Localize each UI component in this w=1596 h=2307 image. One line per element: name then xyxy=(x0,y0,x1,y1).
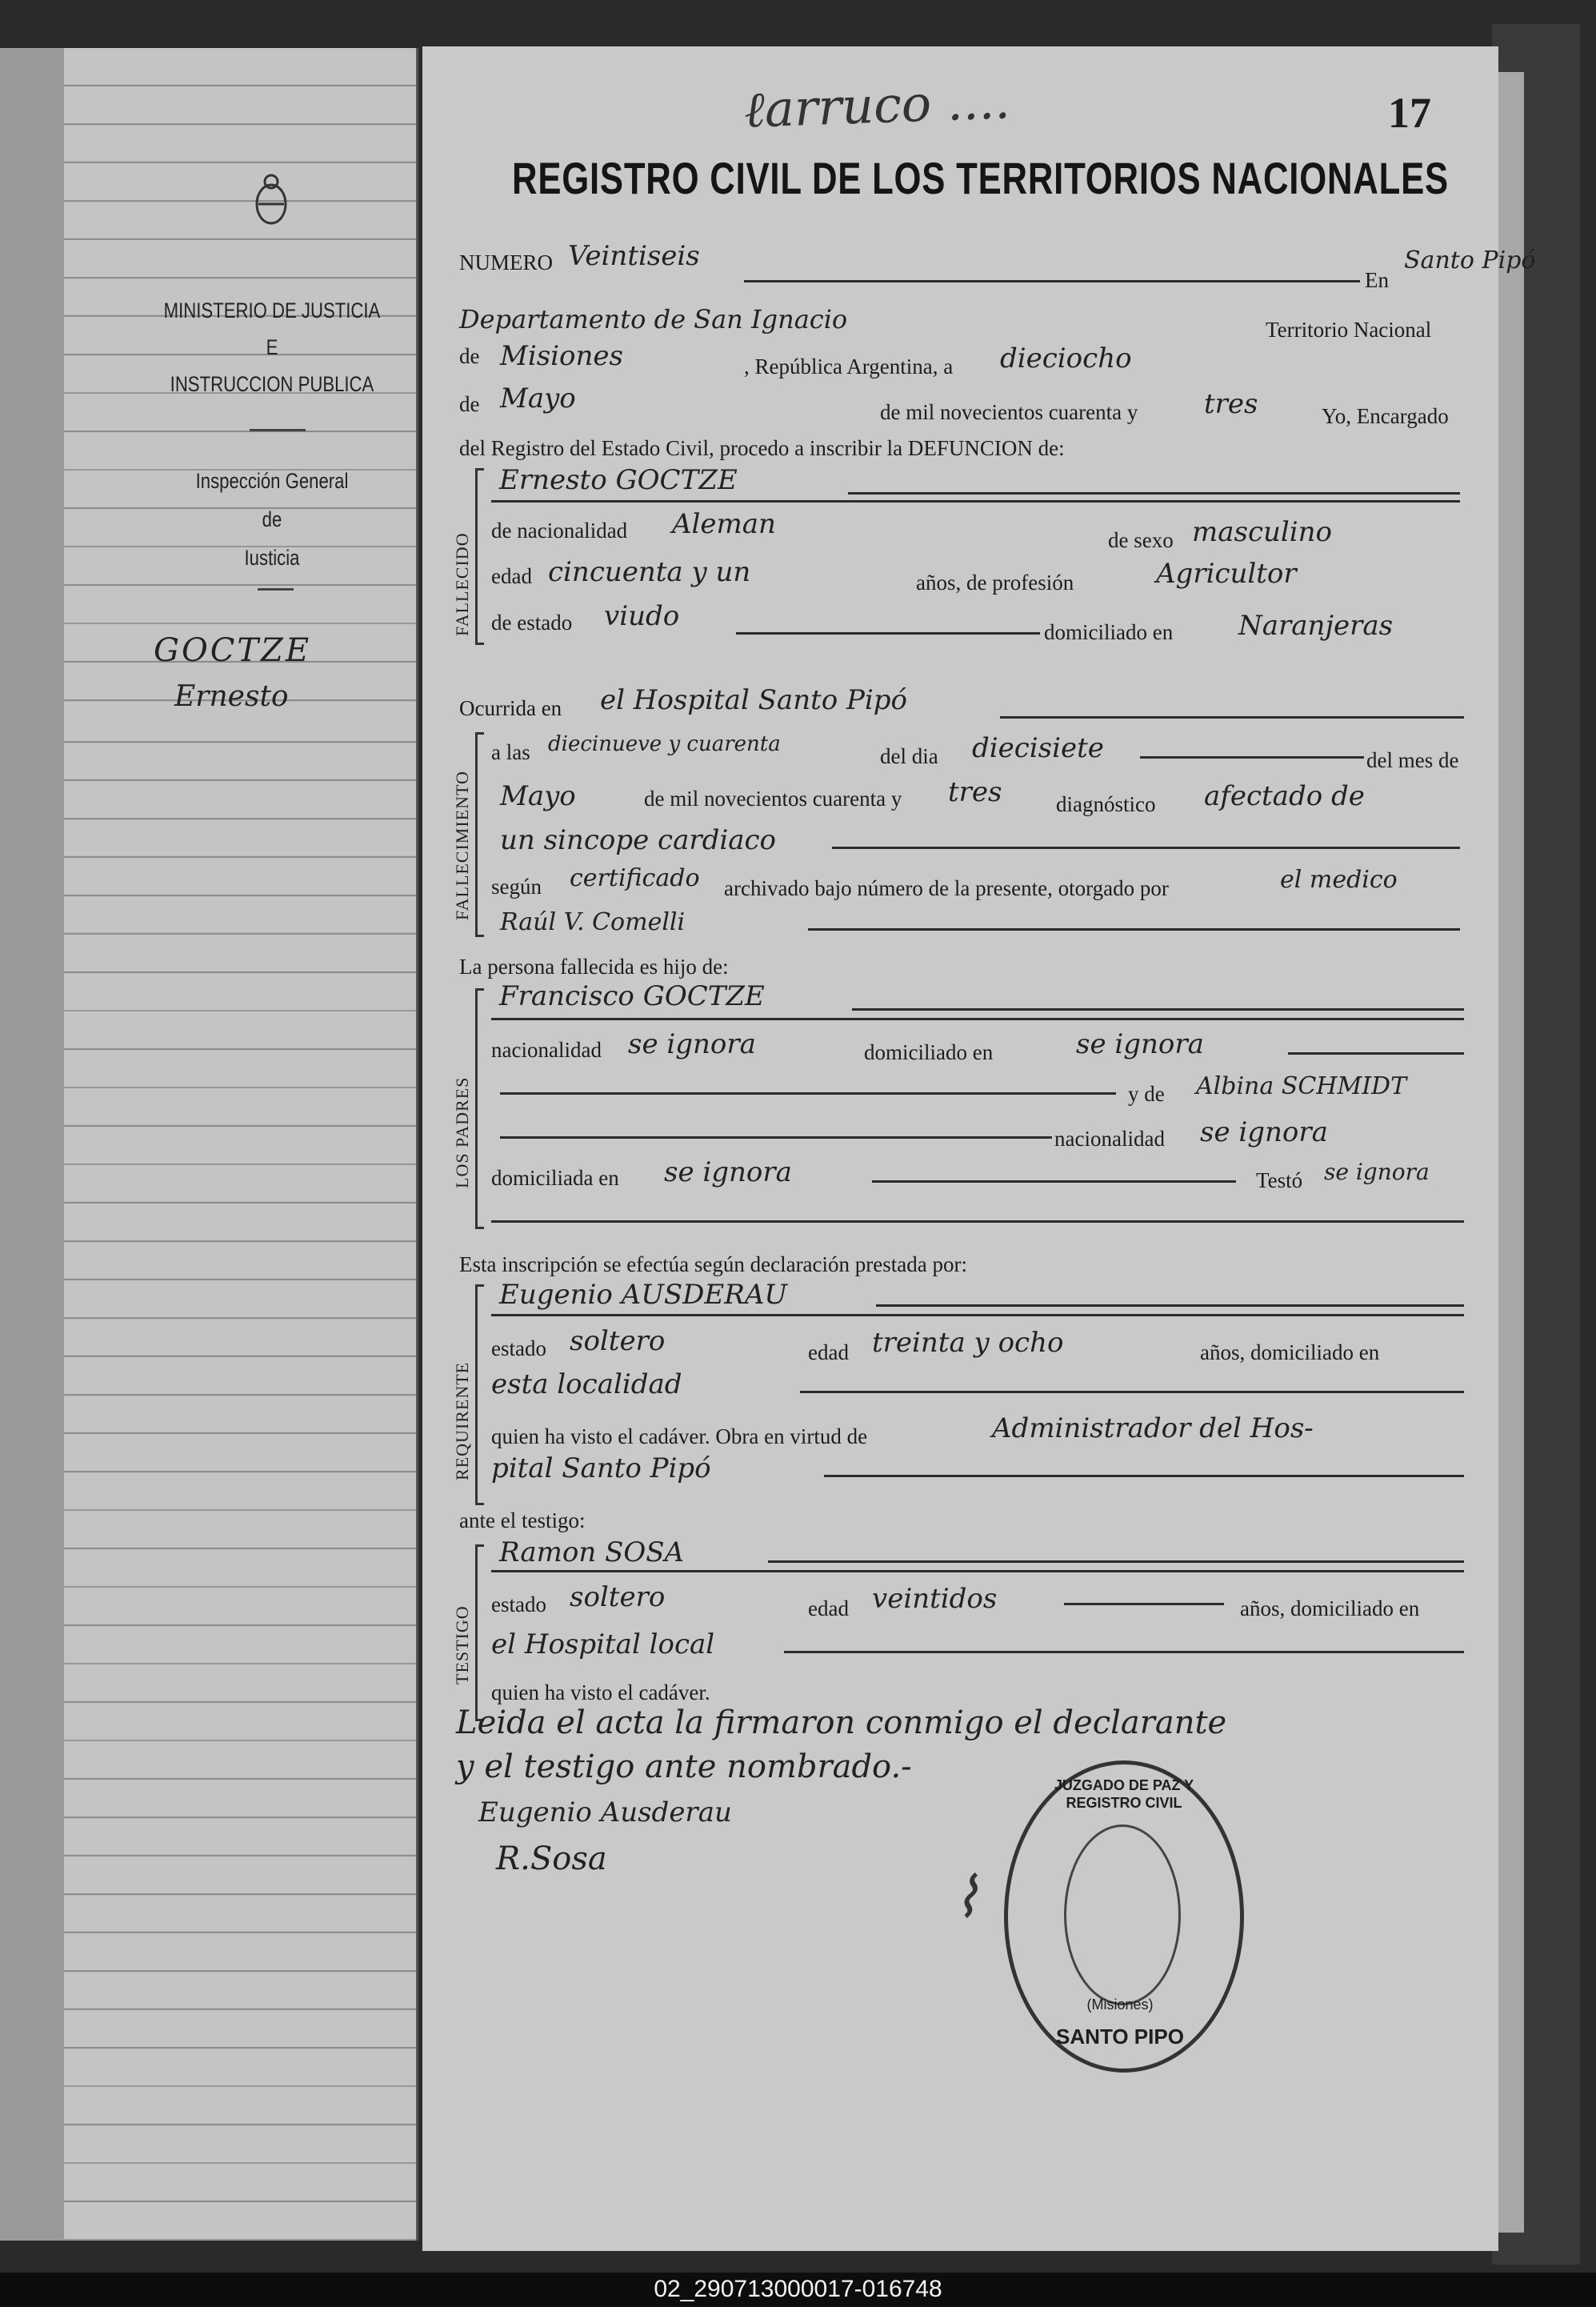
nacionalidad-value: Aleman xyxy=(672,508,776,540)
testigo-edad-label: edad xyxy=(808,1596,849,1620)
section-bracket xyxy=(475,1544,484,1721)
nacionalidad-label: de nacionalidad xyxy=(491,519,628,543)
testigo-estado: soltero xyxy=(570,1581,666,1613)
fallecimiento-side-label: FALLECIMIENTO xyxy=(452,771,472,920)
section-bracket xyxy=(475,1284,484,1505)
requirente-estado: soltero xyxy=(570,1325,666,1357)
testigo-anos-label: años, domiciliado en xyxy=(1240,1596,1420,1620)
sexo-value: masculino xyxy=(1192,516,1333,548)
year-value: tres xyxy=(1204,388,1258,420)
signature-requirente: Eugenio Ausderau xyxy=(478,1796,732,1828)
numero-label: NUMERO xyxy=(459,250,554,274)
madre-domiciliada-label: domiciliada en xyxy=(491,1166,619,1190)
handwritten-annotation: ℓarruco .... xyxy=(742,71,1011,139)
encargado-label: Yo, Encargado xyxy=(1322,404,1449,428)
section-bracket xyxy=(475,988,484,1229)
anos-profesion-label: años, de profesión xyxy=(916,571,1074,595)
hijo-label: La persona fallecida es hijo de: xyxy=(459,955,729,979)
year-label: de mil novecientos cuarenta y xyxy=(880,400,1138,424)
madre-name: Albina SCHMIDT xyxy=(1196,1072,1407,1100)
territorio-label: Territorio Nacional xyxy=(1266,318,1432,342)
rule xyxy=(500,1136,1052,1139)
rule xyxy=(872,1180,1236,1183)
rule xyxy=(848,492,1460,495)
dia-value: diecisiete xyxy=(972,732,1104,764)
left-page-strip xyxy=(0,48,64,2241)
margin-given-name: Ernesto xyxy=(174,680,289,713)
ministry-line-1: MINISTERIO DE JUSTICIA xyxy=(163,298,381,322)
signature-testigo: R.Sosa xyxy=(496,1840,607,1877)
requirente-virtud-2: pital Santo Pipó xyxy=(491,1452,711,1484)
page-number: 17 xyxy=(1388,89,1431,137)
segun-label: según xyxy=(491,875,542,899)
dia-label: del dia xyxy=(880,744,938,768)
stamp-coat-of-arms-icon xyxy=(1064,1824,1181,2005)
closing-line-1: Leida el acta la firmaron conmigo el declarante xyxy=(456,1704,1227,1741)
section-bracket xyxy=(475,732,484,937)
rule xyxy=(1064,1603,1224,1605)
stamp-text-bottom: SANTO PIPO xyxy=(1056,2025,1184,2049)
madre-nacionalidad-label: nacionalidad xyxy=(1054,1127,1165,1151)
departamento-value: Departamento de San Ignacio xyxy=(459,304,848,334)
place-value: Santo Pipó xyxy=(1404,246,1536,274)
rule xyxy=(491,1018,1464,1020)
registro-line: del Registro del Estado Civil, procedo a inscribir la DEFUNCION de: xyxy=(459,436,1065,460)
de-label-2: de xyxy=(459,392,480,416)
sexo-label: de sexo xyxy=(1108,528,1174,552)
requirente-anos-label: años, domiciliado en xyxy=(1200,1340,1380,1364)
requirente-intro: Esta inscripción se efectúa según declaración prestada por: xyxy=(459,1252,967,1276)
archivado-label: archivado bajo número de la presente, otorgado por xyxy=(724,876,1169,900)
day-value: dieciocho xyxy=(1000,342,1132,374)
ministry-line-2: E xyxy=(266,335,278,359)
stamp-text-mid: (Misiones) xyxy=(1086,1997,1154,2013)
requirente-edad: treinta y ocho xyxy=(872,1327,1064,1359)
en-label: En xyxy=(1365,268,1389,292)
divider xyxy=(250,429,306,431)
closing-line-2: y el testigo ante nombrado.- xyxy=(456,1748,912,1785)
rule xyxy=(491,1570,1464,1572)
rule xyxy=(491,1314,1464,1316)
domicilio-value: Naranjeras xyxy=(1238,610,1394,642)
de-label: de xyxy=(459,344,480,368)
rule xyxy=(876,1304,1464,1307)
madre-domicilio: se ignora xyxy=(664,1156,792,1188)
testigo-intro: ante el testigo: xyxy=(459,1508,586,1532)
official-signature: ⌇ xyxy=(952,1864,980,1930)
rule xyxy=(800,1391,1464,1393)
estado-label: de estado xyxy=(491,611,573,635)
fallecido-name: Ernesto GOCTZE xyxy=(499,464,738,496)
mes-value: Mayo xyxy=(500,780,576,812)
month-value: Mayo xyxy=(500,382,576,415)
padres-side-label: LOS PADRES xyxy=(452,1076,472,1188)
madre-nacionalidad: se ignora xyxy=(1200,1116,1328,1148)
y-de-label: y de xyxy=(1128,1082,1165,1106)
requirente-estado-label: estado xyxy=(491,1336,546,1360)
padre-nacionalidad: se ignora xyxy=(628,1028,756,1060)
rule xyxy=(832,847,1460,849)
requirente-domicilio: esta localidad xyxy=(491,1368,682,1400)
padre-domiciliado-label: domiciliado en xyxy=(864,1040,994,1064)
testigo-domicilio: el Hospital local xyxy=(491,1628,715,1660)
testo-value: se ignora xyxy=(1324,1159,1430,1185)
rule xyxy=(768,1560,1464,1563)
estado-value: viudo xyxy=(604,600,680,632)
medico-name: Raúl V. Comelli xyxy=(500,908,686,936)
domiciliado-label: domiciliado en xyxy=(1044,620,1174,644)
requirente-name: Eugenio AUSDERAU xyxy=(499,1279,788,1311)
testigo-edad: veintidos xyxy=(872,1583,998,1615)
coat-of-arms-icon xyxy=(254,172,289,228)
testigo-visto-label: quien ha visto el cadáver. xyxy=(491,1680,710,1704)
rule xyxy=(500,1092,1116,1095)
testigo-estado-label: estado xyxy=(491,1592,546,1616)
padre-nacionalidad-label: nacionalidad xyxy=(491,1038,602,1062)
edad-label: edad xyxy=(491,564,532,588)
rule xyxy=(1140,756,1364,759)
divider xyxy=(258,588,294,591)
document-id: 02_290713000017-016748 xyxy=(654,2276,942,2302)
inspection-line-2: de xyxy=(262,507,282,531)
rule xyxy=(1288,1052,1464,1055)
requirente-virtud: Administrador del Hos- xyxy=(992,1412,1314,1444)
diagnostico-value-2: un sincope cardiaco xyxy=(500,824,777,856)
rule xyxy=(1000,716,1464,719)
republica-label: , República Argentina, a xyxy=(744,354,954,378)
rule xyxy=(824,1475,1464,1477)
diagnostico-label: diagnóstico xyxy=(1056,792,1156,816)
medico-value: el medico xyxy=(1280,866,1398,894)
ocurrida-label: Ocurrida en xyxy=(459,696,562,720)
fallecido-side-label: FALLECIDO xyxy=(452,532,472,636)
requirente-side-label: REQUIRENTE xyxy=(452,1361,472,1480)
section-bracket xyxy=(475,468,484,645)
inspection-line-1: Inspección General xyxy=(195,469,349,493)
anio-label: de mil novecientos cuarenta y xyxy=(644,787,902,811)
rule xyxy=(736,632,1040,635)
padre-name: Francisco GOCTZE xyxy=(499,980,765,1012)
profesion-value: Agricultor xyxy=(1156,558,1297,590)
rule xyxy=(808,928,1460,931)
mes-label: del mes de xyxy=(1366,748,1459,772)
rule xyxy=(852,1008,1464,1011)
inspection-line-3: Iusticia xyxy=(244,546,300,570)
edad-value: cincuenta y un xyxy=(548,556,751,588)
ocurrida-value: el Hospital Santo Pipó xyxy=(600,684,908,716)
horas-value: diecinueve y cuarenta xyxy=(548,732,781,756)
rule xyxy=(491,500,1460,503)
diagnostico-value: afectado de xyxy=(1204,780,1365,812)
rule xyxy=(491,1220,1464,1223)
numero-value: Veintiseis xyxy=(568,240,700,272)
segun-value: certificado xyxy=(570,864,700,892)
requirente-edad-label: edad xyxy=(808,1340,849,1364)
anio-value: tres xyxy=(948,776,1002,808)
padre-domicilio: se ignora xyxy=(1076,1028,1204,1060)
rule xyxy=(744,280,1360,282)
requirente-visto-label: quien ha visto el cadáver. Obra en virtud de xyxy=(491,1424,868,1448)
margin-surname: GOCTZE xyxy=(154,632,312,669)
ministry-line-3: INSTRUCCION PUBLICA xyxy=(170,372,374,396)
testo-label: Testó xyxy=(1256,1168,1303,1192)
testigo-side-label: TESTIGO xyxy=(452,1605,472,1684)
horas-label: a las xyxy=(491,740,530,764)
stamp-text-top: JUZGADO DE PAZ Y REGISTRO CIVIL xyxy=(1054,1777,1194,1811)
territorio-value: Misiones xyxy=(500,340,623,372)
register-title: REGISTRO CIVIL DE LOS TERRITORIOS NACIONALES xyxy=(512,153,1449,203)
rule xyxy=(784,1651,1464,1653)
testigo-name: Ramon SOSA xyxy=(499,1536,685,1568)
